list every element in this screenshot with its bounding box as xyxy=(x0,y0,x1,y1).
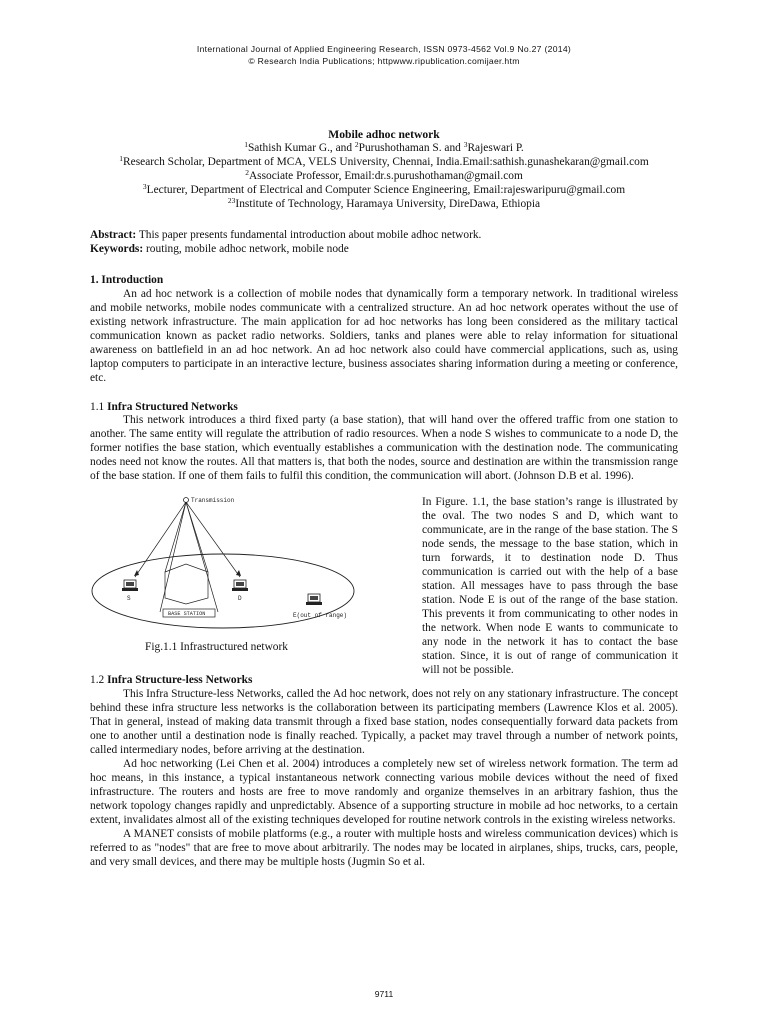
laptop-icon-d xyxy=(232,580,248,591)
section-1-2-paragraph-2: Ad hoc networking (Lei Chen et al. 2004) introduces a completely new set of wireless network formation. The term ad hoc means, in this instance, a typical instantaneous network connecting various mobile devices without the need of fixed infrastructure. The routers and hosts are free to move randomly and organize themselves in an arbitrary fashion, thus the network topology changes rapidly and unpredictably. Absence of a supporting structure in mobile ad hoc networks, to a certain extent, invalidates almost all of the existing techniques developed for routine network controls in the existing wireless networks. xyxy=(90,758,678,826)
section-heading-1-1: 1.1 Infra Structured Networks xyxy=(90,401,238,413)
section-1-2-text xyxy=(90,687,678,869)
antenna-icon xyxy=(184,498,189,503)
journal-header-line2: © Research India Publications; httpwww.ripublication.comijaer.htm xyxy=(248,56,520,66)
laptop-icon-s xyxy=(122,580,138,591)
introduction-text: An ad hoc network is a collection of mobile nodes that dynamically form a temporary network. In traditional wireless and mobile networks, mobile nodes communicate with a centralized structure. An ad hoc network operates without the use of existing network infrastructure. The main application for ad hoc networks has long been considered as the military tactical communication known as packet radio networks. Soldiers, tanks and planes were able to relay information for situational awareness on battlefield in an ad hoc network. An ad hoc network also could have commercial applications, such as, using laptop computers to participate in an interactive lecture, business associates sharing information during a meeting or conference, etc. xyxy=(90,288,678,384)
transmission-label: Transmission xyxy=(191,497,235,504)
base-station-label: BASE STATION xyxy=(168,611,206,617)
infrastructure-network-figure xyxy=(90,494,356,632)
node-s-label: S xyxy=(127,595,131,602)
section-1-2-paragraph-3: A MANET consists of mobile platforms (e.g., a router with multiple hosts and wireless communication devices) which is referred to as "nodes" that are free to move about arbitrarily. The nodes may be located in airplanes, ships, trucks, cars, people, and very small devices, and there may be multiple hosts (Jugmin So et al. xyxy=(90,828,678,868)
laptop-icon-e xyxy=(306,594,322,605)
journal-header-line1: International Journal of Applied Engineering Research, ISSN 0973-4562 Vol.9 No.27 (2014) xyxy=(196,44,572,54)
affiliation-3: $^3$Lecturer, Department of Electrical and Computer Science Engineering, Email:rajeswaripuru@gmail.com xyxy=(142,182,626,196)
abstract: Abstract: This paper presents fundamental introduction about mobile adhoc network. xyxy=(90,229,482,241)
figure-side-text: In Figure. 1.1, the base station’s range is illustrated by the oval. The two nodes S and D, which want to communicate, are in the range of the base station. The S node sends, the message to the base station, which in turn forwards, it to destination node D. Thus communication is carried out with the help of a base station. All messages have to pass through the base station. Node E is out of the range of the base station. This prevents it from communicating to other nodes in the network. When node E wants to communicate to any node in the network it has to contact the base station. Since, it is out of range of communication it will not be possible. xyxy=(422,496,678,676)
affiliation-1: $^1$Research Scholar, Department of MCA, VELS University, Chennai, India.Email:sathish.gunashekaran@gmail.com xyxy=(119,154,649,168)
section-heading-1-2: 1.2 Infra Structure-less Networks xyxy=(90,674,253,686)
keywords: Keywords: routing, mobile adhoc network, mobile node xyxy=(90,243,349,255)
section-1-1-text: This network introduces a third fixed party (a base station), that will hand over the offered traffic from one station to another. The same entity will regulate the attribution of radio resources. When a node S wishes to communicate to a node D, the former notifies the base station, which eventually establishes a communication with the destination node. The communicating nodes need not know the routes. All that matters is, that both the nodes, source and destination are within the transmission range of the base station. If one of them fails to fulfil this condition, the communication will abort. (Johnson D.B et al. 1996). xyxy=(90,414,678,482)
node-d-label: D xyxy=(238,595,242,602)
author-line: $^1$Sathish Kumar G., and $^2$Purushothaman S. and $^3$Rajeswari P. xyxy=(244,140,524,154)
figure-caption: Fig.1.1 Infrastructured network xyxy=(145,641,288,653)
affiliation-2: $^2$Associate Professor, Email:dr.s.purushothaman@gmail.com xyxy=(245,168,523,182)
node-e-label: E(out of range) xyxy=(293,612,348,619)
section-1-2-paragraph-1: This Infra Structure-less Networks, called the Ad hoc network, does not rely on any stationary infrastructure. The concept behind these infra structure less networks is the collaboration between its participating members (Lawrence Klos et al. 2005). That in general, instead of making data transmit through a fixed base station, nodes consequentially forward data packets from one to another until a destination node is finally reached. Typically, a packet may travel through a number of network points, called intermediary nodes, before arriving at the destination. xyxy=(90,688,678,756)
paper-title: Mobile adhoc network xyxy=(328,128,440,141)
section-heading-introduction: 1. Introduction xyxy=(90,274,164,286)
affiliation-4: $^{23}$Institute of Technology, Haramaya University, DireDawa, Ethiopia xyxy=(227,196,541,210)
page-number: 9711 xyxy=(374,989,394,999)
